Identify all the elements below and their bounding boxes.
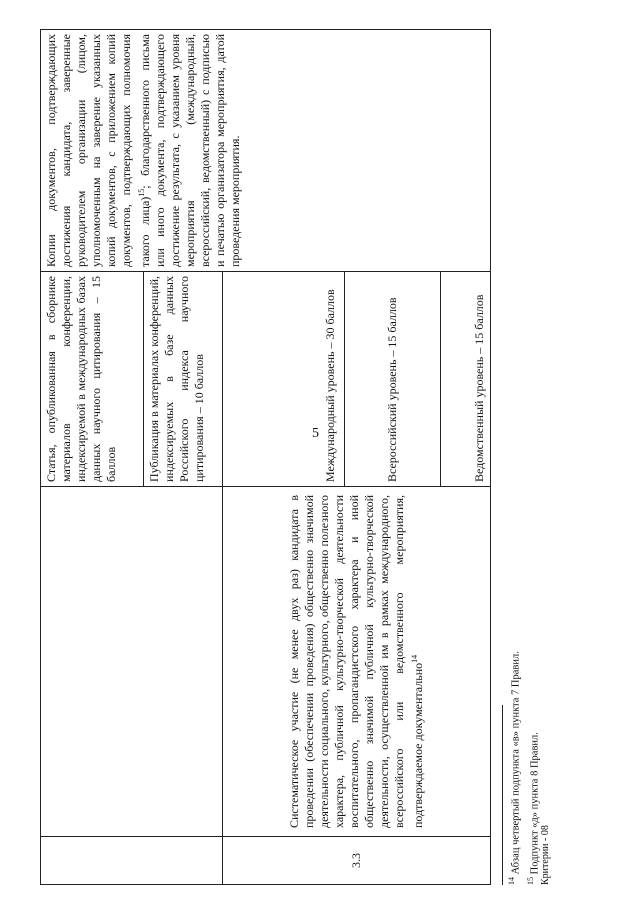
footnote-divider bbox=[502, 705, 503, 885]
criteria-table bbox=[40, 29, 491, 885]
publication-levels-cell bbox=[41, 272, 223, 487]
publication-item: Статья, опубликованная в сборнике материалов конференции, индексируемой в международных базах данных научного цитирования – 15 баллов bbox=[41, 272, 144, 486]
footnotes bbox=[502, 30, 542, 885]
publication-item: Публикация в материалах конференций, индексируемых в базе данных Российского индекса научного цитирования – 10 баллов bbox=[147, 276, 206, 482]
footnote bbox=[524, 30, 543, 885]
document-footer: Критерии - 08 bbox=[540, 825, 551, 885]
footnote bbox=[505, 30, 524, 885]
level-departmental: Ведомственный уровень – 15 баллов bbox=[441, 272, 491, 487]
documents-text-tail: ; благодарственного письма или иного документа, подтверждающего достижение результата, с указанием уровня мероприятия (международный, всероссийский, ведомственный) с подписью и печатью организатора мероприятия, датой проведения мероприятия. bbox=[138, 34, 242, 267]
footnote-ref: 14 bbox=[410, 654, 419, 663]
rotated-page-content bbox=[40, 30, 560, 885]
criterion-cell bbox=[223, 487, 491, 837]
level-national: Всероссийский уровень – 15 баллов bbox=[345, 272, 441, 487]
footnote-text: Подпункт «д» пункта 8 Правил. bbox=[529, 732, 540, 875]
footnote-mark: 14 bbox=[507, 877, 516, 885]
page-number: 5 bbox=[312, 426, 319, 441]
footnote-mark: 15 bbox=[525, 877, 535, 885]
level-international: Международный уровень – 30 баллов bbox=[223, 272, 345, 487]
row-number: 3.3 bbox=[223, 837, 491, 885]
number-cell-empty bbox=[41, 837, 223, 885]
documents-cell bbox=[41, 30, 491, 272]
table-row-previous bbox=[41, 30, 223, 885]
footnote-ref: 15 bbox=[137, 188, 146, 197]
criterion-cell-empty bbox=[41, 487, 223, 837]
footnote-text: Абзац четвертый подпункта «в» пункта 7 Правил. bbox=[510, 651, 522, 875]
criterion-text: Систематическое участие (не менее двух раз) кандидата в проведении (обеспечении проведения) общественно значимой деятельности социального, культурного, общественно полезного характера, публичной культурно-творческой деятельности воспитательного, пропагандистского характера и иной общественно значимой публичной культурно-творческой деятельности, осуществленной им в рамках международного, всероссийского или ведомственного мероприятия, подтверждаемое документально bbox=[287, 495, 425, 828]
documents-text: Копии документов, подтверждающих достижения кандидата, заверенные руководителем организации (лицом, уполномоченным на заверение указанных копий документов, с приложением копий документов, подтверждающих полномочия такого лица) bbox=[44, 34, 152, 267]
